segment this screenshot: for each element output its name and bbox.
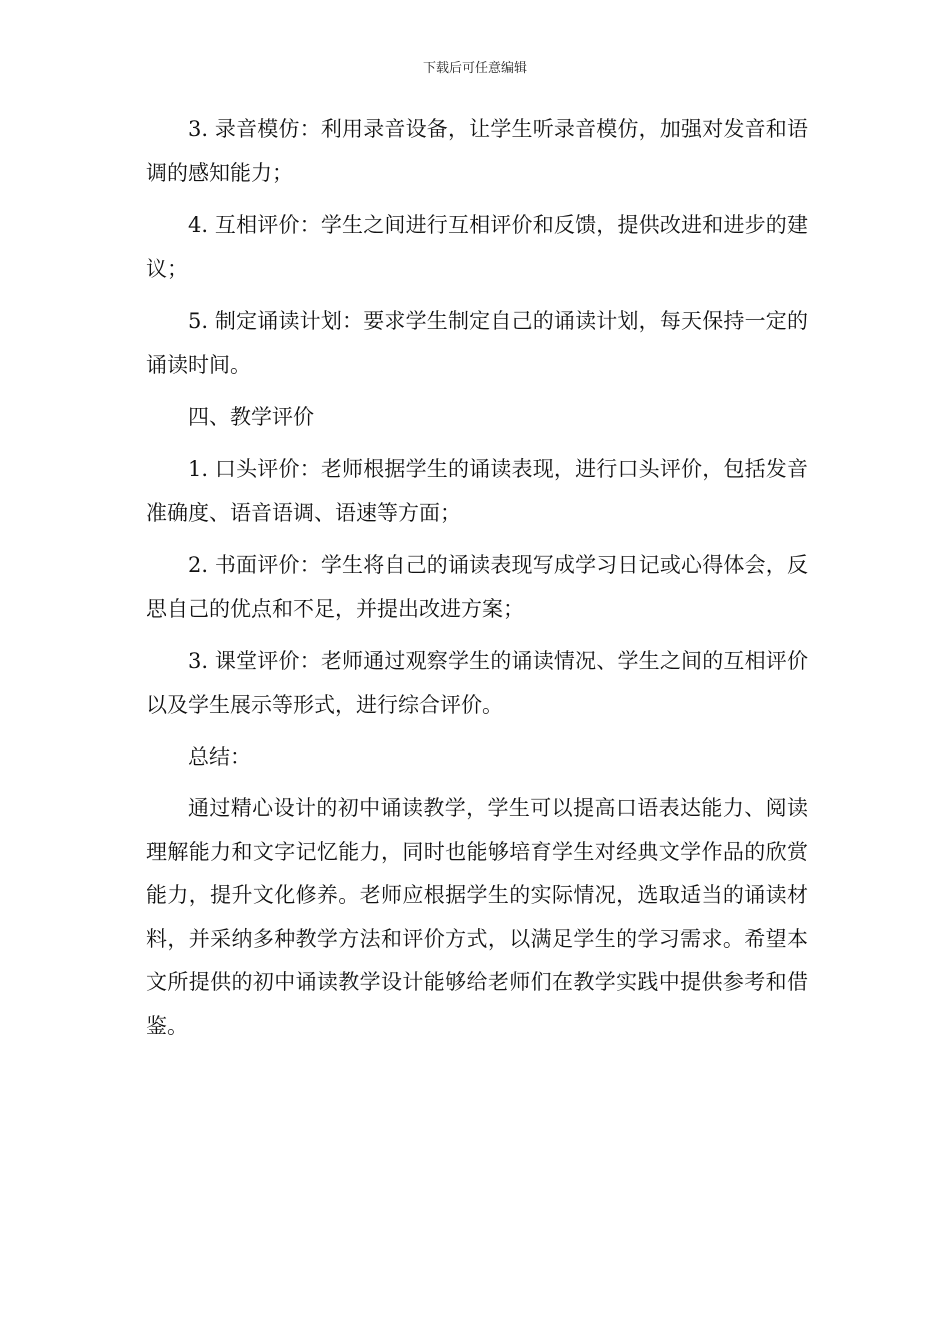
page-header: 下载后可任意编辑 [422,61,527,76]
paragraph-peer-evaluation: 4. 互相评价：学生之间进行互相评价和反馈，提供改进和进步的建议； [146,213,808,281]
paragraph-oral-evaluation: 1. 口头评价：老师根据学生的诵读表现，进行口头评价，包括发音准确度、语音语调、语速等方面； [146,457,808,525]
paragraph-recording-imitation: 3. 录音模仿：利用录音设备，让学生听录音模仿，加强对发音和语调的感知能力； [146,117,808,185]
paragraph-reading-plan: 5. 制定诵读计划：要求学生制定自己的诵读计划，每天保持一定的诵读时间。 [146,309,808,377]
paragraph-written-evaluation: 2. 书面评价：学生将自己的诵读表现写成学习日记或心得体会，反思自己的优点和不足，并提出改进方案； [146,553,808,621]
section-heading-summary: 总结： [188,745,251,769]
section-heading-teaching-evaluation: 四、教学评价 [188,405,314,429]
paragraph-summary: 通过精心设计的初中诵读教学，学生可以提高口语表达能力、阅读理解能力和文字记忆能力，同时也能够培育学生对经典文学作品的欣赏能力，提升文化修养。老师应根据学生的实际情况，选取适当的诵读材料，并采纳多种教学方法和评价方式，以满足学生的学习需求。希望本文所提供的初中诵读教学设计能够给老师们在教学实践中提供参考和借鉴。 [146,796,808,1038]
document-body [146,107,808,1048]
paragraph-classroom-evaluation: 3. 课堂评价：老师通过观察学生的诵读情况、学生之间的互相评价以及学生展示等形式，进行综合评价。 [146,649,808,717]
